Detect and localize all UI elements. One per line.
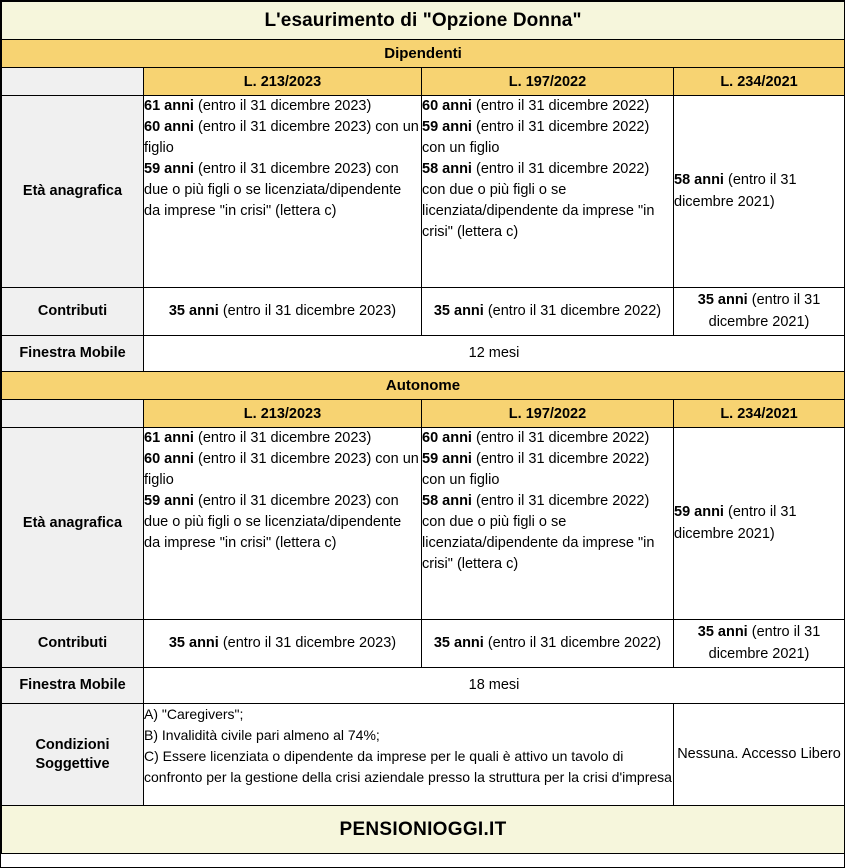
emphasis-text: 35 anni (433, 302, 484, 319)
column-header-law-197-2022-autonome: L. 197/2022 (422, 400, 674, 428)
cell-finestra-autonome: 18 mesi (144, 668, 845, 704)
row-label-finestra-mobile: Finestra Mobile (2, 336, 144, 372)
cell-contributi-dipendenti-law3: 35 anni (entro il 31 dicembre 2021) (674, 288, 845, 336)
row-finestra-autonome (2, 668, 845, 704)
site-logo-text: PENSIONIOGGI.IT (2, 806, 845, 854)
cell-condizioni-list (144, 704, 674, 806)
age-requirement-line: 59 anni (entro il 31 dicembre 2022) con un figlio (422, 119, 650, 157)
age-requirement-line: 60 anni (entro il 31 dicembre 2023) con un figlio (144, 119, 419, 157)
condition-line: A) "Caregivers"; (144, 706, 244, 722)
cell-contributi-autonome-law2: 35 anni (entro il 31 dicembre 2022) (422, 620, 674, 668)
row-label-contributi-autonome: Contributi (2, 620, 144, 668)
condition-line: B) Invalidità civile pari almeno al 74%; (144, 727, 380, 743)
emphasis-text: 59 anni (422, 119, 472, 136)
section-title-dipendenti: Dipendenti (2, 40, 845, 68)
header-blank-cell-autonome (2, 400, 144, 428)
emphasis-text: 60 anni (144, 451, 194, 468)
row-contributi-autonome (2, 620, 845, 668)
cell-condizioni-law3: Nessuna. Accesso Libero (674, 704, 845, 806)
emphasis-text: 59 anni (674, 504, 724, 521)
column-header-law-213-2023-autonome: L. 213/2023 (144, 400, 422, 428)
row-finestra-dipendenti (2, 336, 845, 372)
age-requirement-line: 60 anni (entro il 31 dicembre 2022) (422, 430, 650, 446)
cell-eta-dipendenti-law1 (144, 96, 422, 288)
emphasis-text: 61 anni (144, 98, 194, 114)
cell-contributi-autonome-law3: 35 anni (entro il 31 dicembre 2021) (674, 620, 845, 668)
emphasis-text: 35 anni (697, 292, 748, 309)
law-header-row-dipendenti (2, 68, 845, 96)
law-header-row-autonome (2, 400, 845, 428)
row-eta-anagrafica-autonome (2, 428, 845, 620)
footer-row (2, 806, 845, 854)
column-header-law-197-2022: L. 197/2022 (422, 68, 674, 96)
age-requirement-line: 60 anni (entro il 31 dicembre 2022) (422, 98, 650, 114)
emphasis-text: 59 anni (422, 451, 472, 468)
cell-contributi-dipendenti-law2: 35 anni (entro il 31 dicembre 2022) (422, 288, 674, 336)
row-contributi-dipendenti (2, 288, 845, 336)
row-label-eta-anagrafica: Età anagrafica (2, 96, 144, 288)
row-label-contributi: Contributi (2, 288, 144, 336)
title-row (2, 2, 845, 40)
row-eta-anagrafica-dipendenti (2, 96, 845, 288)
row-condizioni-soggettive (2, 704, 845, 806)
cell-eta-autonome-law2 (422, 428, 674, 620)
cell-eta-autonome-law1 (144, 428, 422, 620)
section-title-autonome: Autonome (2, 372, 845, 400)
page-title: L'esaurimento di "Opzione Donna" (2, 2, 845, 40)
cell-eta-autonome-law3 (674, 428, 845, 620)
emphasis-text: 35 anni (697, 624, 748, 641)
emphasis-text: 58 anni (422, 161, 472, 178)
emphasis-text: 58 anni (674, 172, 724, 189)
column-header-law-213-2023: L. 213/2023 (144, 68, 422, 96)
cell-eta-dipendenti-law3 (674, 96, 845, 288)
section-band-row-autonome (2, 372, 845, 400)
cell-contributi-autonome-law1: 35 anni (entro il 31 dicembre 2023) (144, 620, 422, 668)
cell-eta-dipendenti-law2 (422, 96, 674, 288)
age-requirement-line: 61 anni (entro il 31 dicembre 2023) (144, 98, 372, 114)
section-band-row-dipendenti (2, 40, 845, 68)
cell-finestra-dipendenti: 12 mesi (144, 336, 845, 372)
emphasis-text: 35 anni (168, 302, 219, 319)
emphasis-text: 59 anni (144, 493, 194, 510)
cell-contributi-dipendenti-law1: 35 anni (entro il 31 dicembre 2023) (144, 288, 422, 336)
emphasis-text: 35 anni (168, 634, 219, 651)
age-requirement-line: 59 anni (entro il 31 dicembre 2022) con un figlio (422, 451, 650, 489)
row-label-eta-anagrafica-autonome: Età anagrafica (2, 428, 144, 620)
column-header-law-234-2021: L. 234/2021 (674, 68, 845, 96)
emphasis-text: 58 anni (422, 493, 472, 510)
emphasis-text: 60 anni (422, 98, 472, 114)
column-header-law-234-2021-autonome: L. 234/2021 (674, 400, 845, 428)
row-label-condizioni-soggettive: Condizioni Soggettive (2, 704, 144, 806)
emphasis-text: 35 anni (433, 634, 484, 651)
emphasis-text: 60 anni (422, 430, 472, 446)
age-requirement-line: 58 anni (entro il 31 dicembre 2022) con due o più figli o se licenziata/dipendente da imprese "in crisi" (lettera c) (422, 161, 655, 241)
opzione-donna-table (1, 1, 845, 854)
condition-line: C) Essere licenziata o dipendente da imprese per le quali è attivo un tavolo di confronto per la gestione della crisi aziendale presso la struttura per la crisi d'impresa (144, 748, 672, 785)
age-requirement-line: 60 anni (entro il 31 dicembre 2023) con un figlio (144, 451, 419, 489)
emphasis-text: 59 anni (144, 161, 194, 178)
age-requirement-line: 59 anni (entro il 31 dicembre 2023) con due o più figli o se licenziata/dipendente da imprese "in crisi" (lettera c) (144, 161, 402, 220)
age-requirement-line: 61 anni (entro il 31 dicembre 2023) (144, 430, 372, 446)
row-label-finestra-mobile-autonome: Finestra Mobile (2, 668, 144, 704)
age-requirement-line: 59 anni (entro il 31 dicembre 2021) (674, 504, 797, 542)
emphasis-text: 60 anni (144, 119, 194, 136)
age-requirement-line: 58 anni (entro il 31 dicembre 2022) con due o più figli o se licenziata/dipendente da imprese "in crisi" (lettera c) (422, 493, 655, 573)
age-requirement-line: 58 anni (entro il 31 dicembre 2021) (674, 172, 797, 210)
header-blank-cell (2, 68, 144, 96)
age-requirement-line: 59 anni (entro il 31 dicembre 2023) con due o più figli o se licenziata/dipendente da imprese "in crisi" (lettera c) (144, 493, 402, 552)
emphasis-text: 61 anni (144, 430, 194, 446)
